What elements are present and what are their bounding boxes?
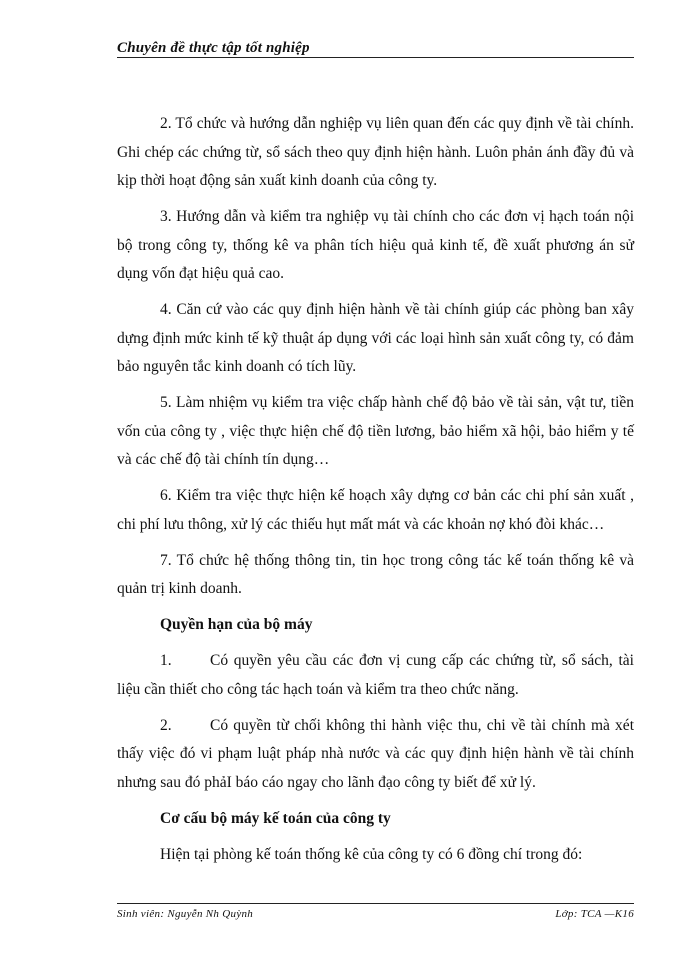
rights-item-2-text: Có quyền từ chối không thi hành việc thu, chi về tài chính mà xét thấy việc đó vi phạm luật pháp nhà nước và các quy định hiện hành về tài chính nhưng sau đó phảI báo cáo ngay cho lãnh đạo công ty biết để xử lý. (117, 716, 634, 791)
closing-paragraph: Hiện tại phòng kế toán thống kê của công ty có 6 đồng chí trong đó: (160, 845, 583, 863)
section-heading-rights: Quyền hạn của bộ máy (160, 616, 313, 633)
footer-class: Lớp: TCA —K16 (555, 908, 634, 920)
rights-item-1 (117, 647, 634, 704)
section-heading-structure: Cơ cấu bộ máy kế toán của công ty (160, 809, 391, 827)
paragraph-item-4: 4. Căn cứ vào các quy định hiện hành về tài chính giúp các phòng ban xây dựng định mức kinh tế kỹ thuật áp dụng với các loại hình sản xuất công ty, có đảm bảo nguyên tắc kinh doanh có tích lũy. (117, 301, 634, 375)
paragraph-item-2: 2. Tổ chức và hướng dẫn nghiệp vụ liên quan đến các quy định về tài chính. Ghi chép các chứng từ, sổ sách theo quy định hiện hành. Luôn phản ánh đầy đủ và kịp thời hoạt động sản xuất kinh doanh của công ty. (117, 115, 634, 189)
paragraph-item-7: 7. Tổ chức hệ thống thông tin, tin học trong công tác kế toán thống kê và quản trị kinh doanh. (117, 551, 634, 597)
rights-item-1-number: 1. (160, 652, 172, 669)
paragraph-item-6: 6. Kiểm tra việc thực hiện kế hoạch xây dựng cơ bản các chi phí sản xuất , chi phí lưu thông, xử lý các thiếu hụt mất mát và các khoản nợ khó đòi khác… (117, 487, 634, 533)
footer-divider (117, 903, 634, 904)
page-header-title: Chuyên đề thực tập tốt nghiệp (117, 40, 310, 56)
paragraph-item-5: 5. Làm nhiệm vụ kiểm tra việc chấp hành chế độ bảo về tài sản, vật tư, tiền vốn của công ty , việc thực hiện chế độ tiền lương, bảo hiểm xã hội, bảo hiểm y tế và các chế độ tài chính tín dụng… (117, 394, 634, 468)
rights-item-1-text: Có quyền yêu cầu các đơn vị cung cấp các chứng từ, sổ sách, tài liệu cần thiết cho công tác hạch toán và kiểm tra theo chức năng. (117, 652, 634, 698)
document-body (117, 110, 634, 877)
rights-item-2 (117, 712, 634, 798)
footer-student: Sinh viên: Nguyễn Nh Quỳnh (117, 908, 254, 920)
header-divider (117, 57, 634, 58)
rights-item-2-number: 2. (160, 716, 172, 734)
paragraph-item-3: 3. Hướng dẫn và kiểm tra nghiệp vụ tài chính cho các đơn vị hạch toán nội bộ trong công ty, thống kê va phân tích hiệu quả kinh tế, đề xuất phương án sử dụng vốn đạt hiệu quả cao. (117, 208, 634, 282)
